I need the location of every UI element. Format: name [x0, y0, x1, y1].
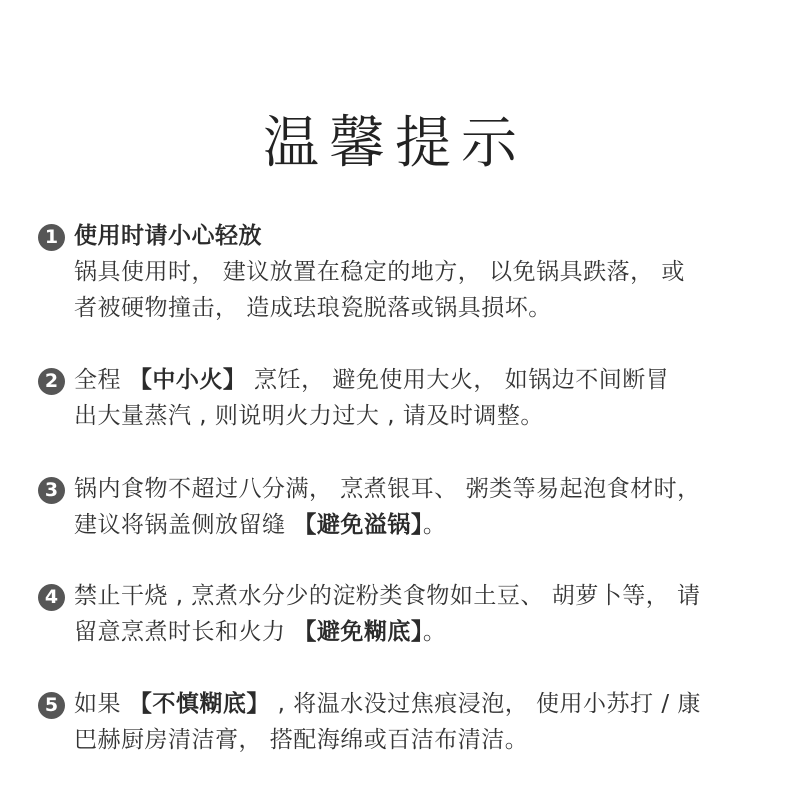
tip-item-3	[38, 471, 773, 543]
tip-text	[74, 471, 773, 543]
tip-line	[74, 686, 773, 722]
tip-highlight: 【不慎糊底】	[128, 691, 270, 717]
tip-number-badge: 5	[38, 692, 65, 719]
tip-highlight: 【避免溢锅】	[293, 512, 423, 538]
tip-line: 出大量蒸汽 , 则说明火力过大 , 请及时调整。	[74, 403, 544, 429]
tip-text	[74, 578, 773, 650]
tip-text-segment: 如果	[74, 691, 129, 717]
tip-line: 者被硬物撞击， 造成珐琅瓷脱落或锅具损坏。	[74, 295, 552, 321]
tip-text-segment: 全程	[74, 367, 129, 393]
tip-text-segment: 。	[422, 619, 447, 645]
tip-line	[74, 507, 773, 543]
tip-number-badge: 2	[38, 368, 65, 395]
tip-line: 巴赫厨房清洁膏， 搭配海绵或百洁布清洁。	[74, 727, 529, 753]
tip-text-segment: 。	[422, 512, 447, 538]
tip-text-segment: 建议将锅盖侧放留缝	[74, 512, 294, 538]
tip-heading: 使用时请小心轻放	[74, 223, 262, 249]
tip-number-badge: 3	[38, 477, 65, 504]
tip-item-5	[38, 686, 773, 758]
tip-item-1	[38, 218, 773, 326]
tip-number-badge: 4	[38, 584, 65, 611]
tip-text-segment: 烹饪， 避免使用大火， 如锅边不间断冒	[246, 367, 670, 393]
tip-line: 锅内食物不超过八分满， 烹煮银耳、 粥类等易起泡食材时，	[74, 476, 701, 502]
tip-item-4	[38, 578, 773, 650]
tip-number-badge: 1	[38, 224, 65, 251]
tip-text	[74, 362, 773, 434]
tip-highlight: 【避免糊底】	[293, 619, 423, 645]
tip-item-2	[38, 362, 773, 434]
tip-text	[74, 218, 773, 326]
tip-line	[74, 362, 773, 398]
page-title: 温馨提示	[263, 111, 527, 176]
tip-text	[74, 686, 773, 758]
tip-line: 锅具使用时， 建议放置在稳定的地方， 以免锅具跌落， 或	[74, 259, 685, 285]
tip-text-segment: , 将温水没过焦痕浸泡， 使用小苏打 / 康	[269, 691, 701, 717]
tip-text-segment: 留意烹煮时长和火力	[74, 619, 294, 645]
tip-line	[74, 614, 773, 650]
tip-highlight: 【中小火】	[128, 367, 247, 393]
tip-line: 禁止干烧 , 烹煮水分少的淀粉类食物如土豆、 胡萝卜等， 请	[74, 583, 701, 609]
